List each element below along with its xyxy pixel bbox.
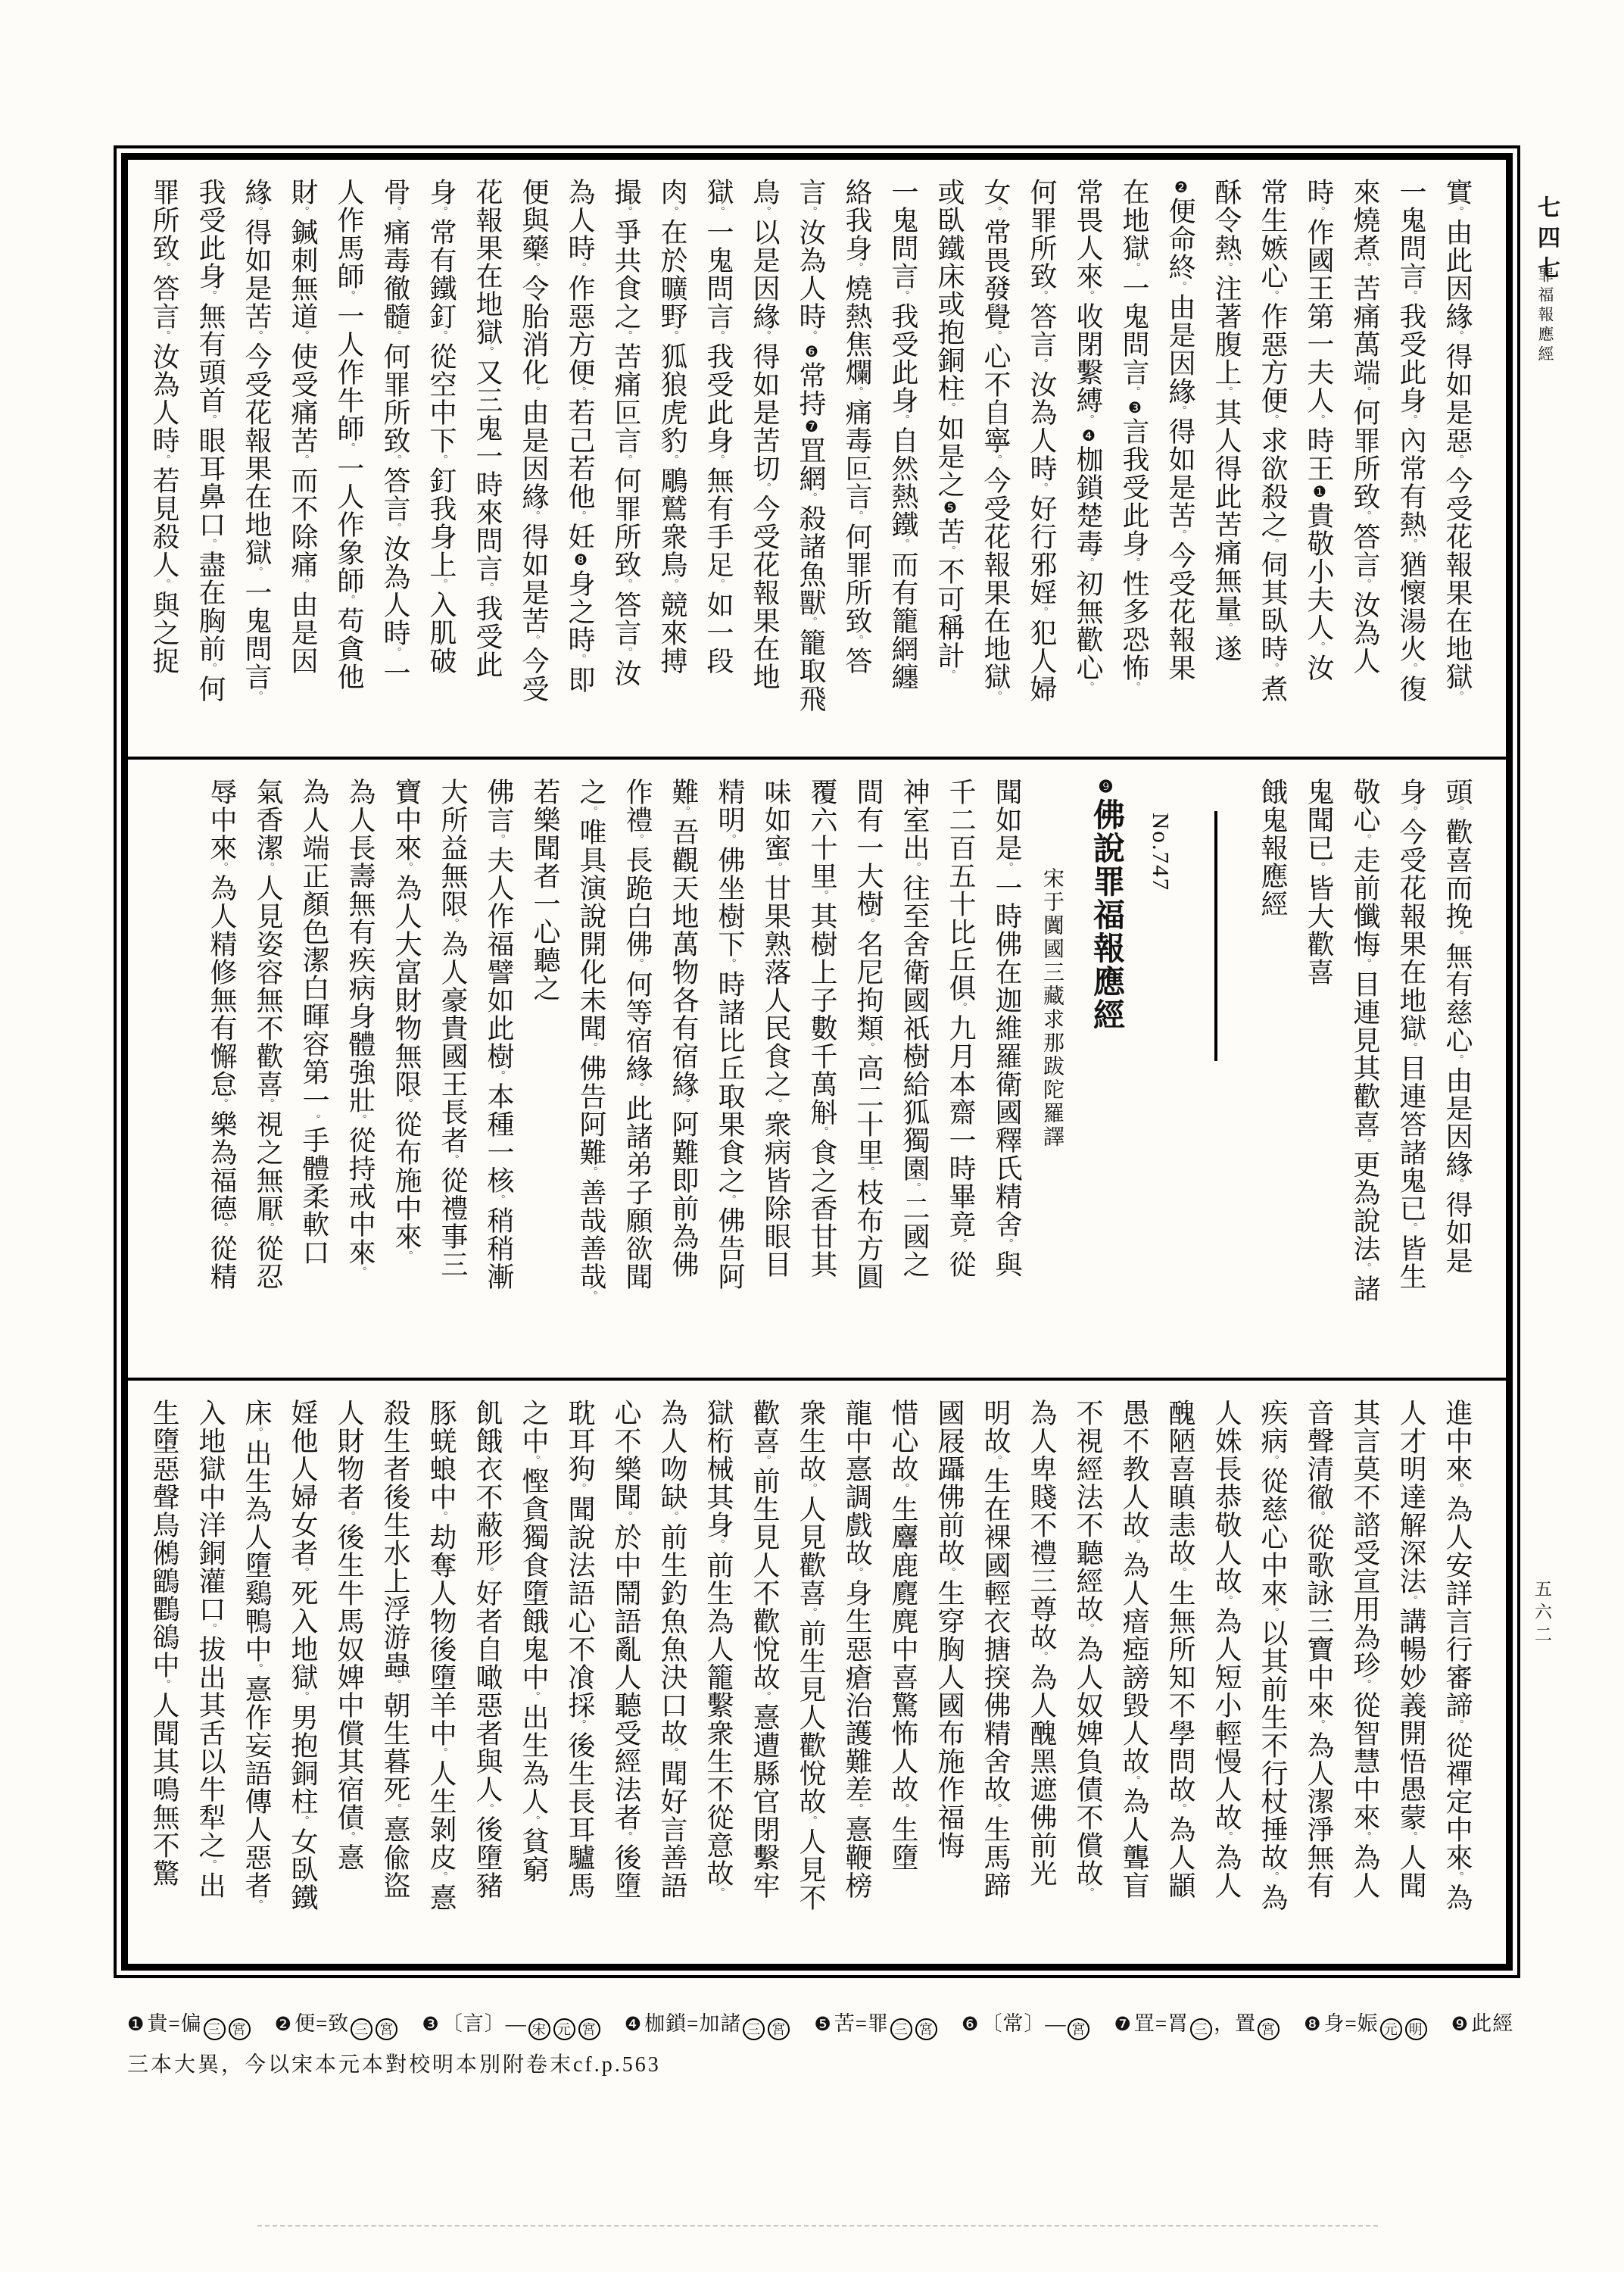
footnote-item — [275, 2012, 400, 2035]
footnote-apparatus-line — [127, 2007, 1528, 2040]
text-column: 獄。一鬼問言。我受此身。無有手足。如一段 — [703, 178, 734, 675]
text-column: 酥令熱。注著腹上。其人得此苦痛無量。遂 — [1211, 178, 1242, 663]
edition-siglum: 宮 — [1068, 2018, 1089, 2040]
text-column: 明故。生在裸國輕衣搪揬佛精舍故。生馬蹄 — [980, 1399, 1011, 1899]
text-column: 之中。慳貪獨食墮餓鬼中。出生為人。貧窮 — [519, 1399, 549, 1883]
edition-siglum: 三 — [743, 2018, 765, 2040]
text-column: 作禮。長跪白佛。何等宿緣。此諸弟子願欲聞 — [622, 778, 653, 1290]
text-column: 為人端正顏色潔白暉容第一。手體柔軟口 — [299, 778, 329, 1266]
footnote-marker: ❼ — [1114, 2015, 1132, 2035]
text-column: ❾佛說罪福報應經 — [1089, 778, 1124, 1031]
scan-artifact-line — [257, 2225, 1378, 2227]
footnote-item — [962, 2012, 1091, 2035]
register-middle — [128, 760, 1506, 1378]
footnote-text: 苦=罪 — [834, 2012, 890, 2035]
edition-siglum: 宋 — [528, 2018, 550, 2040]
footnote-continuation-line: 三本大異，今以宋本元本對校明本別附卷末cf.p.563 — [127, 2053, 661, 2077]
edition-siglum: 宮 — [1258, 2018, 1280, 2040]
text-column: 聞如是。一時佛在迦維羅衛國釋氏精舍。與 — [992, 778, 1022, 1278]
footnote-text: 〔常〕— — [981, 2012, 1067, 2035]
text-column: 人財物者。後生牛馬奴婢中償其宿債。憙 — [334, 1399, 364, 1871]
text-column: 佛言。夫人作福譬如此樹。本種一核。稍稍漸 — [484, 778, 514, 1290]
text-column: 餓鬼報應經 — [1258, 778, 1288, 918]
text-column: 愚不教人故。為人瘖瘂謗毀人故。為人聾盲 — [1119, 1399, 1149, 1899]
text-column: 醜陋喜瞋恚故。生無所知不學問故。為人顓 — [1165, 1399, 1195, 1899]
text-column: 身。常有鐵釘。從空中下。釘我身上。入肌破 — [426, 178, 457, 675]
margin-text-number: 七四七 — [1534, 195, 1559, 286]
margin-running-title: 罪福報應經 — [1536, 267, 1554, 365]
text-column: ❷便命終。由是因緣。得如是苦。今受花報果 — [1165, 178, 1195, 682]
text-column: 神室出。往至舍衛國祇樹給狐獨園。二國之 — [899, 778, 930, 1278]
text-column: 實。由此因緣。得如是惡。今受花報果在地獄。 — [1442, 178, 1473, 703]
footnote-marker: ❶ — [127, 2015, 145, 2035]
edition-siglum: 三 — [1190, 2018, 1212, 2040]
text-column: 心不樂聞。於中鬧語亂人聽受經法者。後墮 — [611, 1399, 641, 1899]
text-column: 氣香潔。人見姿容無不歡喜。視之無厭。從忍 — [253, 778, 283, 1290]
footnote-item — [1304, 2012, 1429, 2035]
text-column: 寶中來。為人大富財物無限。從布施中來。 — [391, 778, 422, 1262]
text-column: 難。吾觀天地萬物各有宿緣。阿難即前為佛 — [669, 778, 699, 1278]
text-column: 財。鍼刺無道。使受痛苦。而不除痛。由是因 — [288, 178, 318, 675]
text-column: 身。今受花報果在地獄。目連答諸鬼已。皆生 — [1396, 778, 1426, 1290]
text-column: 飢餓衣不蔽形。好者自噉惡者與人。後墮豬 — [472, 1399, 503, 1899]
margin-page-number: 五六二 — [1532, 1580, 1551, 1648]
text-column: 惜心故。生麞鹿麑麂中喜驚怖人故。生墮 — [888, 1399, 918, 1871]
footnote-marker: ❾ — [1451, 2015, 1470, 2035]
edition-siglum: 宮 — [915, 2018, 937, 2040]
page-frame — [114, 145, 1520, 1978]
footnote-marker: ❹ — [624, 2015, 643, 2035]
text-column: 何罪所致。答言。汝為人時。好行邪婬。犯人婦 — [1027, 178, 1057, 703]
text-column: 敬心。走前懺悔。目連見其歡喜。更為說法。諸 — [1350, 778, 1380, 1303]
edition-siglum: 宮 — [229, 2018, 251, 2040]
text-column: 大所益無限。為人豪貴國王長者。從禮事三 — [438, 778, 468, 1278]
footnote-marker: ❺ — [814, 2015, 832, 2035]
footnote-marker: ❻ — [962, 2015, 980, 2035]
text-column: 殺生者後生水上浮游蟲。朝生暮死。憙偸盜 — [380, 1399, 410, 1899]
text-column: 辱中來。為人精修無有懈怠。樂為福德。從精 — [207, 778, 237, 1290]
text-column: 覆六十里。其樹上子數千萬斛。食之香甘其 — [807, 778, 837, 1278]
edition-siglum: 宮 — [768, 2018, 790, 2040]
text-column: 間有一大樹。名尼拘類。高二十里。枝布方圓 — [853, 778, 884, 1290]
text-column: 為人吻缺。前生釣魚魚決口故。聞好言善語 — [657, 1399, 687, 1899]
text-column: 床。出生為人墮鷄鴨中。憙作妄語傳人惡者。 — [242, 1399, 272, 1912]
edition-siglum: 宮 — [376, 2018, 397, 2040]
footnote-item — [422, 2012, 601, 2035]
text-column: 或臥鐵床或抱銅柱。如是之❺苦。不可稱計。 — [934, 178, 965, 682]
text-column: 豚蜣蜋中。劫奪人物後墮羊中。人生剝皮。憙 — [426, 1399, 457, 1912]
footnote-text: 〔言〕— — [441, 2012, 527, 2035]
text-column: 疾病。從慈心中來。以其前生不行杖捶故。為 — [1258, 1399, 1288, 1912]
sutra-divider-rule — [1214, 811, 1217, 1061]
previous-sutra-end-columns — [1249, 778, 1480, 1365]
text-column: 人姝長恭敬人故。為人短小輕慢人故。為人 — [1211, 1399, 1242, 1899]
edition-siglum: 元 — [553, 2018, 575, 2040]
sutra-number-label: No.747 — [1148, 813, 1174, 892]
text-column: 言。汝為人時。❻常持❼罝網。殺諸魚獸。籠取飛 — [796, 178, 826, 713]
text-column: 其言莫不諮受宣用為珍。從智慧中來。為人 — [1350, 1399, 1380, 1899]
footnote-item — [1114, 2012, 1281, 2035]
text-column: 若樂聞者一心聽之 — [530, 778, 560, 1002]
edition-siglum: 宮 — [578, 2018, 600, 2040]
text-column: 龍中憙調戲故。身生惡瘡治護難差。憙鞭榜 — [842, 1399, 872, 1899]
text-column: 在地獄。一鬼問言。❸言我受此身。性多恐怖。 — [1119, 178, 1149, 694]
text-column: 音聲清徹。從歌詠三寶中來。為人潔淨無有 — [1304, 1399, 1334, 1899]
text-column: 耽耳狗。聞說法語心不飡採。後生長耳驢馬 — [565, 1399, 595, 1899]
text-column: 時。作國王第一夫人。時王❶貴敬小夫人。汝 — [1304, 178, 1334, 682]
text-column: 千二百五十比丘俱。九月本齋一時畢竟。從 — [946, 778, 976, 1278]
edition-siglum: 明 — [1405, 2018, 1427, 2040]
footnote-text: ，置 — [1214, 2012, 1257, 2035]
text-column: 鳥。以是因緣。得如是苦切。今受花報果在地 — [750, 178, 780, 691]
edition-siglum: 元 — [1380, 2018, 1402, 2040]
text-column: 肉。在於曠野。狐狼虎豹。鵰鷲衆鳥。競來搏 — [657, 178, 687, 675]
text-column: 國屐躡佛前故。生穿胸人國布施作福悔 — [934, 1399, 965, 1859]
text-column: 進中來。為人安詳言行審諦。從禪定中來。為 — [1442, 1399, 1473, 1912]
text-column: 為人長壽無有疾病身體強壯。從持戒中來。 — [345, 778, 376, 1278]
text-column: 為人時。作惡方便。若己若他。妊❽身之時。即 — [565, 178, 595, 694]
text-column: 人作馬師。一人作牛師。一人作象師。苟貪他 — [334, 178, 364, 691]
footnote-item — [625, 2012, 792, 2035]
text-column: 來燒煮。苦痛萬端。何罪所致。答言。汝為人 — [1350, 178, 1380, 675]
text-column: 為人卑賤不禮三尊故。為人醜黑遮佛前光 — [1027, 1399, 1057, 1887]
footnote-marker: ❽ — [1304, 2015, 1322, 2035]
register-bottom — [128, 1381, 1506, 1964]
footnote-text: 枷鎖=加諸 — [644, 2012, 742, 2035]
footnote-marker: ❸ — [422, 2015, 440, 2035]
text-column: 婬他人婦女者。死入地獄。男抱銅柱。女臥鐵 — [288, 1399, 318, 1912]
text-column: 骨。痛毒徹髓。何罪所致。答言。汝為人時。一 — [380, 178, 410, 687]
text-column: 頭。歡喜而挽。無有慈心。由是因緣。得如是 — [1442, 778, 1473, 1275]
text-column: 衆生故。人見歡喜。前生見人歡悅故。人見不 — [796, 1399, 826, 1912]
text-column: 獄桁械其身。前生為人籠繫衆生不從意故。 — [703, 1399, 734, 1899]
text-column: 常畏人來。收閉繫縛。❹枷鎖楚毒。初無歡心。 — [1073, 178, 1103, 694]
text-column: 一鬼問言。我受此身。自然熱鐵。而有籠網纏 — [888, 178, 918, 691]
sutra-body-columns — [198, 778, 1030, 1365]
text-column: 一鬼問言。我受此身。內常有熱。猶懷湯火。復 — [1396, 178, 1426, 703]
text-column: 鬼聞已。皆大歡喜 — [1304, 778, 1334, 986]
footnote-marker: ❷ — [274, 2015, 293, 2035]
footnote-text: 罝=罥 — [1133, 2012, 1189, 2035]
sutra-translator-column — [1030, 778, 1074, 1365]
text-column: 宋于闐國三藏求那跋陀羅譯 — [1040, 867, 1064, 1149]
footnote-text: 貴=偏 — [147, 2012, 202, 2035]
footnote-text: 此經 — [1471, 2012, 1514, 2035]
text-column: 歡喜。前生見人不歡悅故。憙遭縣官閉繫牢 — [750, 1399, 780, 1899]
footnote-item — [814, 2012, 939, 2035]
text-column: 味如蜜。甘果熟落人民食之。衆病皆除眼目 — [761, 778, 791, 1278]
text-column: 女。常畏發覺。心不自寧。今受花報果在地獄。 — [980, 178, 1011, 703]
footnote-item — [1451, 2012, 1513, 2035]
text-column: 絡我身。燒熱焦爛。痛毒叵言。何罪所致。答 — [842, 178, 872, 675]
text-column: 我受此身。無有頭首。眼耳鼻口。盡在胸前。何 — [195, 178, 226, 703]
register-top — [128, 160, 1506, 757]
footnote-text: 身=娠 — [1323, 2012, 1379, 2035]
footnote-item — [127, 2012, 252, 2035]
text-column: 入地獄中洋銅灌口。拔出其舌以牛犁之。出 — [195, 1399, 226, 1899]
text-column: 之。唯具演說開化未聞。佛告阿難。善哉善哉。 — [576, 778, 606, 1303]
edition-siglum: 三 — [890, 2018, 912, 2040]
text-column: 花報果在地獄。又三鬼一時來問言。我受此 — [472, 178, 503, 679]
footnote-text: 便=致 — [295, 2012, 350, 2035]
text-column: 常生嫉心。作惡方便。求欲殺之。伺其臥時。煮 — [1258, 178, 1288, 703]
text-column: 緣。得如是苦。今受花報果在地獄。一鬼問言。 — [242, 178, 272, 703]
edition-siglum: 三 — [204, 2018, 226, 2040]
sutra-title-column — [1074, 778, 1139, 1365]
text-column: 撮。爭共食之。苦痛叵言。何罪所致。答言。汝 — [611, 178, 641, 687]
text-column: 生墮惡聲鳥鵂鶹鸜鵒中。人聞其鳴無不驚 — [149, 1399, 179, 1887]
text-column: 不視經法不聽經故。為人奴婢負債不償故。 — [1073, 1399, 1103, 1899]
text-column: 罪所致。答言。汝為人時。若見殺人。與之捉 — [149, 178, 179, 675]
page-frame-inner — [121, 153, 1513, 1971]
text-column: 便與藥。令胎消化。由是因緣。得如是苦。今受 — [519, 178, 549, 703]
edition-siglum: 三 — [351, 2018, 372, 2040]
text-column: 精明。佛坐樹下。時諸比丘取果食之。佛告阿 — [715, 778, 745, 1290]
text-column: 人才明達解深法。講暢妙義開悟愚蒙。人聞 — [1396, 1399, 1426, 1899]
